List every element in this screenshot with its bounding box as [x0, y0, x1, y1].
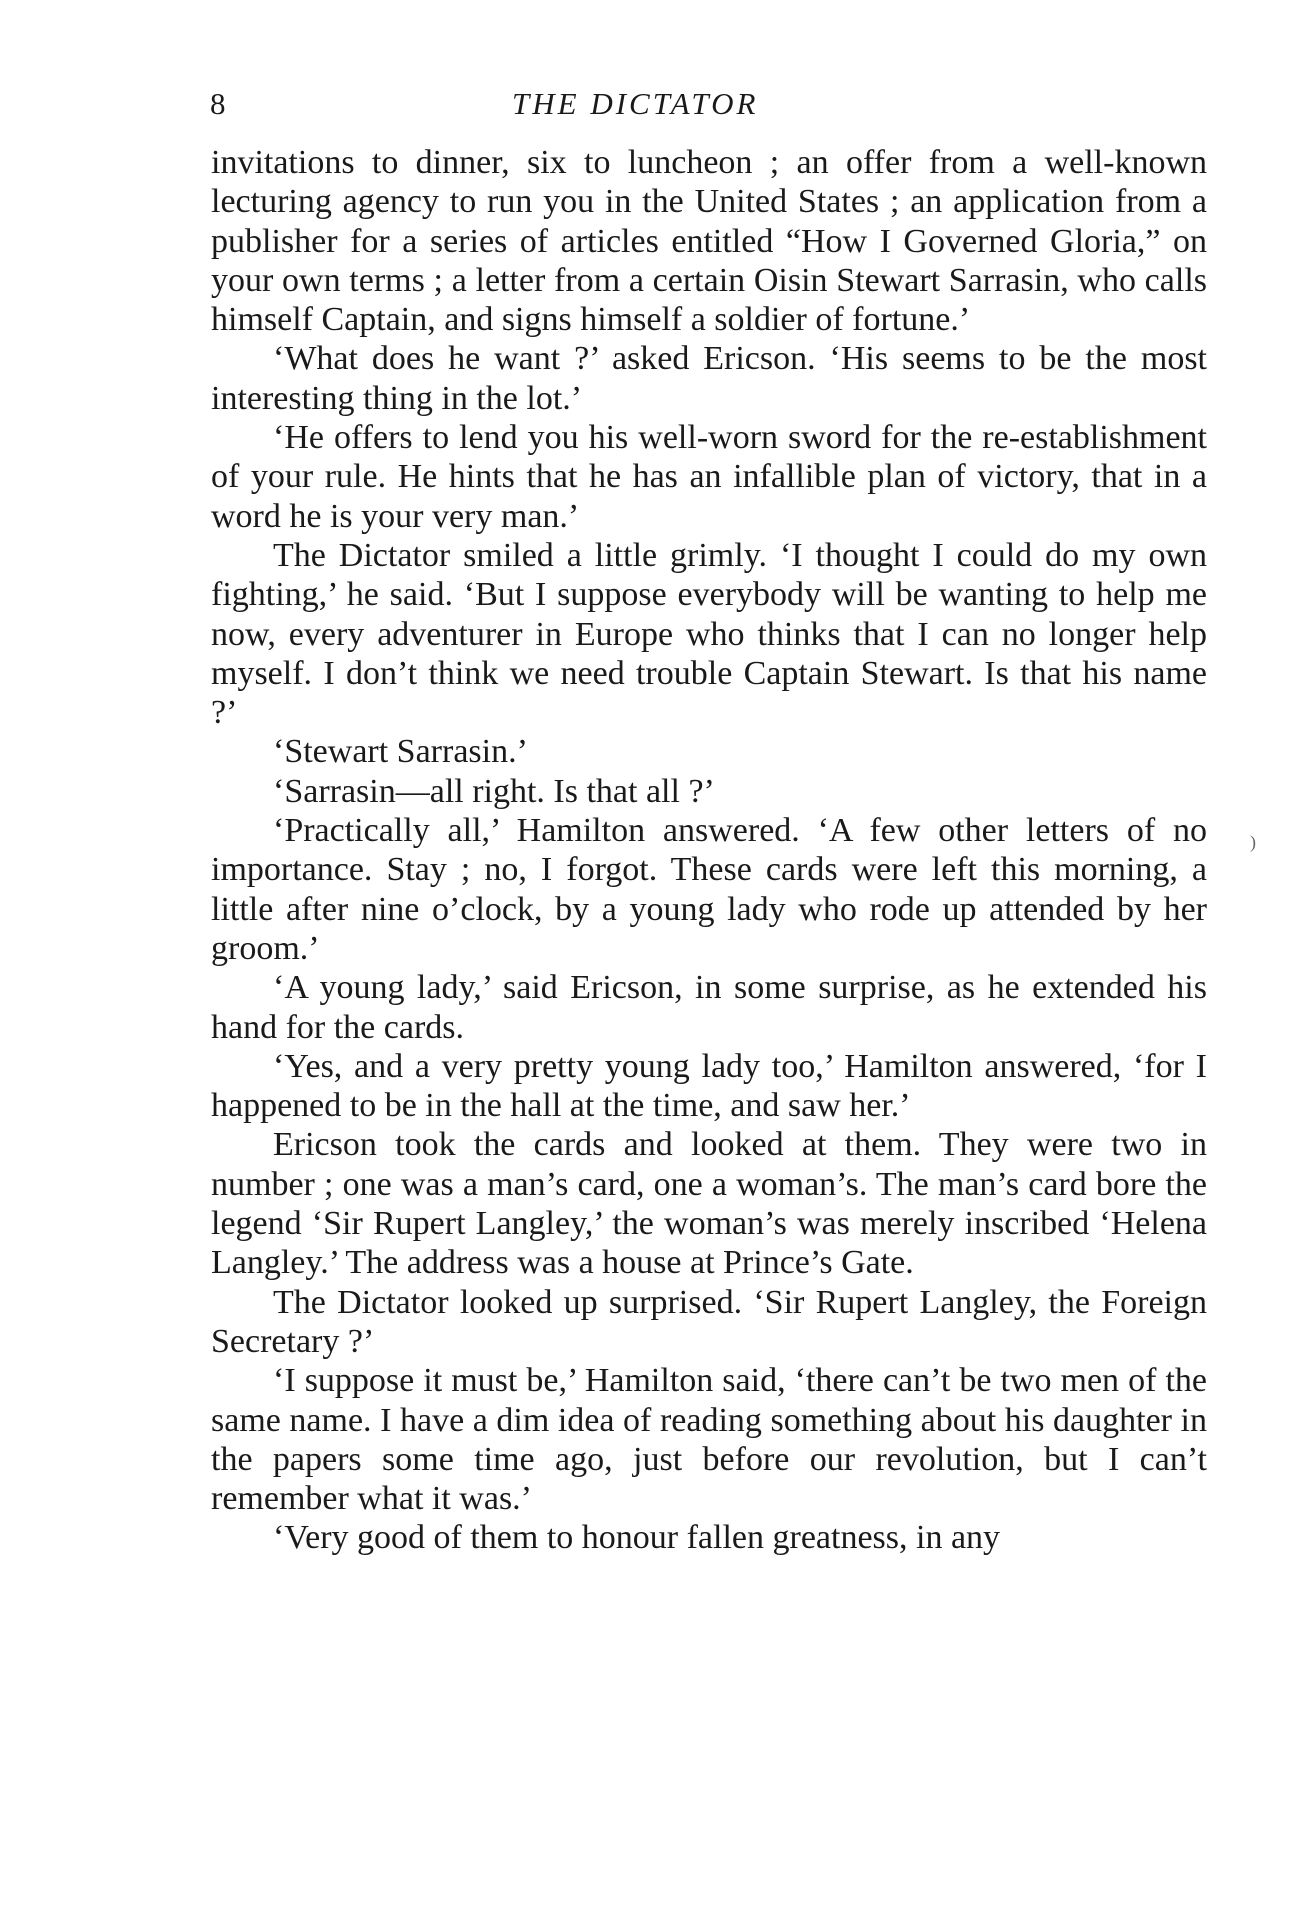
running-head: [210, 84, 1210, 124]
paragraph: ‘A young lady,’ said Ericson, in some surprise, as he extended his hand for the cards.: [211, 969, 1207, 1046]
paragraph: The Dictator looked up surprised. ‘Sir Rupert Langley, the Foreign Secretary ?’: [211, 1283, 1207, 1360]
paragraph: ‘Yes, and a very pretty young lady too,’ Hamilton answered, ‘for I happened to be in the hall at the time, and saw her.’: [211, 1047, 1207, 1125]
margin-mark: ): [1250, 832, 1256, 852]
paragraph: The Dictator smiled a little grimly. ‘I thought I could do my own fighting,’ he said. ‘But I suppose everybody will be wanting to help me now, every adventurer in Europe who thinks that I can no longer help myself. I don’t think we need trouble Captain Stewart. Is that his name ?’: [211, 536, 1207, 732]
paragraph: ‘Stewart Sarrasin.’: [273, 733, 528, 771]
page-number: 8: [210, 86, 226, 121]
paragraph: ‘What does he want ?’ asked Ericson. ‘His seems to be the most interesting thing in the lot.’: [211, 340, 1207, 417]
paragraph: ‘Practically all,’ Hamilton answered. ‘A few other letters of no importance. Stay ; no, I forgot. These cards were left this morning, a little after nine o’clock, by a young lady who rode up attended by her groom.’: [211, 812, 1207, 967]
paragraph: Ericson took the cards and looked at them. They were two in number ; one was a man’s card, one a woman’s. The man’s card bore the legend ‘Sir Rupert Langley,’ the woman’s was merely inscribed ‘Helena Langley.’ The address was a house at Prince’s Gate.: [211, 1126, 1207, 1282]
paragraph: ‘I suppose it must be,’ Hamilton said, ‘there can’t be two men of the same name. I have a dim idea of reading something about his daughter in the papers some time ago, just before our revolution, but I can’t remember what it was.’: [211, 1362, 1207, 1518]
running-title: THE DICTATOR: [512, 86, 759, 121]
paragraph: ‘He offers to lend you his well-worn sword for the re-establishment of your rule. He hints that he has an infallible plan of victory, that in a word he is your very man.’: [211, 419, 1207, 535]
paragraph-continues: ‘Very good of them to honour fallen greatness, in any: [273, 1519, 1001, 1557]
body-text: [211, 143, 1207, 1558]
paragraph: ‘Sarrasin—all right. Is that all ?’: [273, 772, 715, 810]
paragraph-continuation: invitations to dinner, six to luncheon ; an offer from a well-known lecturing agency to run you in the United States ; an application from a publisher for a series of articles entitled “How I Governed Gloria,” on your own terms ; a letter from a certain Oisin Stewart Sarrasin, who calls himself Captain, and signs himself a soldier of fortune.’: [211, 144, 1207, 339]
